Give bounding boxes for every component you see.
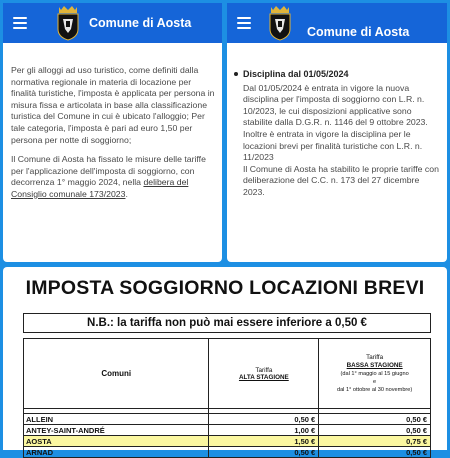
table-row	[24, 414, 431, 425]
header-bassa-stagione	[319, 339, 431, 409]
tourist-housing-text	[11, 65, 216, 209]
app-title[interactable]: Comune di Aosta	[89, 16, 192, 30]
alta-cell: 0,50 €	[209, 414, 319, 425]
aosta-crest-icon	[55, 5, 81, 41]
bassa-cell: 0,50 €	[319, 425, 431, 436]
bassa-cell: 0,50 €	[319, 447, 431, 458]
paragraph-text: Il Comune di Aosta ha fissato le misure delle tariffe per l'applicazione dell'imposta di soggiorno, con decorrenza 1° maggio 2024, nella	[11, 154, 206, 188]
section-heading: Disciplina dal 01/05/2024	[233, 69, 441, 81]
left-screenshot-panel	[3, 3, 222, 262]
app-title[interactable]: Comune di Aosta	[307, 25, 410, 39]
right-screenshot-panel	[227, 3, 447, 262]
header-sub: e	[373, 378, 377, 385]
tariff-table-panel	[3, 267, 447, 457]
paragraph: Dal 01/05/2024 è entrata in vigore la nuova disciplina per l'imposta di soggiorno con L.R. n. 10/2023, le cui disposizioni applicative sono stabilite dalla D.G.R. n. 1146 del 9 ottobre 2023. Inoltre è entrata in vigore la disciplina per le locazioni brevi per finalità turistiche con L.R. n. 11/2023	[243, 82, 428, 163]
header-sub: (dal 1° maggio al 15 giugno	[340, 370, 409, 377]
table-row	[24, 425, 431, 436]
disciplina-section	[233, 69, 441, 207]
header-sub: dal 1° ottobre al 30 novembre)	[336, 386, 413, 393]
comune-cell: ALLEIN	[24, 414, 209, 425]
hamburger-menu-icon[interactable]	[237, 17, 251, 29]
table-row-highlighted	[24, 436, 431, 447]
aosta-crest-icon	[267, 5, 293, 41]
paragraph: Per gli alloggi ad uso turistico, come definiti dalla normativa regionale in materia di locazione per finalità turistiche, l'imposta è applicata per persona in misura fissa e articolata in base alla classificazione turistica del Comune in cui è ubicato l'alloggio; Per tale categoria, l'imposta è pari ad euro 1,50 per persona per notte di soggiorno;	[11, 65, 215, 145]
hamburger-menu-icon[interactable]	[13, 17, 27, 29]
bassa-cell: 0,50 €	[319, 414, 431, 425]
app-header	[227, 3, 447, 43]
delibera-link[interactable]: delibera del Consiglio comunale 173/2023	[11, 177, 189, 199]
paragraph: Il Comune di Aosta ha stabilito le proprie tariffe con deliberazione del C.C. n. 173 del 27 dicembre 2023.	[243, 163, 439, 197]
alta-cell: 1,50 €	[209, 436, 319, 447]
header-label: BASSA STAGIONE	[346, 361, 403, 369]
header-alta-stagione	[209, 339, 319, 409]
alta-cell: 1,00 €	[209, 425, 319, 436]
table-row	[24, 447, 431, 458]
header-label: Tariffa	[255, 366, 273, 374]
alta-cell: 0,50 €	[209, 447, 319, 458]
app-header	[3, 3, 222, 43]
document-title: IMPOSTA SOGGIORNO LOCAZIONI BREVI	[25, 277, 425, 299]
bassa-cell: 0,75 €	[319, 436, 431, 447]
header-label: ALTA STAGIONE	[238, 373, 289, 381]
table-header-row	[24, 339, 431, 409]
paragraph	[11, 154, 216, 200]
tariff-table	[23, 338, 431, 458]
comune-cell: ARNAD	[24, 447, 209, 458]
comune-cell: ANTEY-SAINT-ANDRÉ	[24, 425, 209, 436]
comune-cell: AOSTA	[24, 436, 209, 447]
header-comuni: Comuni	[24, 339, 209, 409]
paragraph-text: .	[125, 188, 128, 199]
minimum-rate-note: N.B.: la tariffa non può mai essere inferiore a 0,50 €	[23, 313, 431, 333]
header-label: Tariffa	[366, 353, 384, 361]
